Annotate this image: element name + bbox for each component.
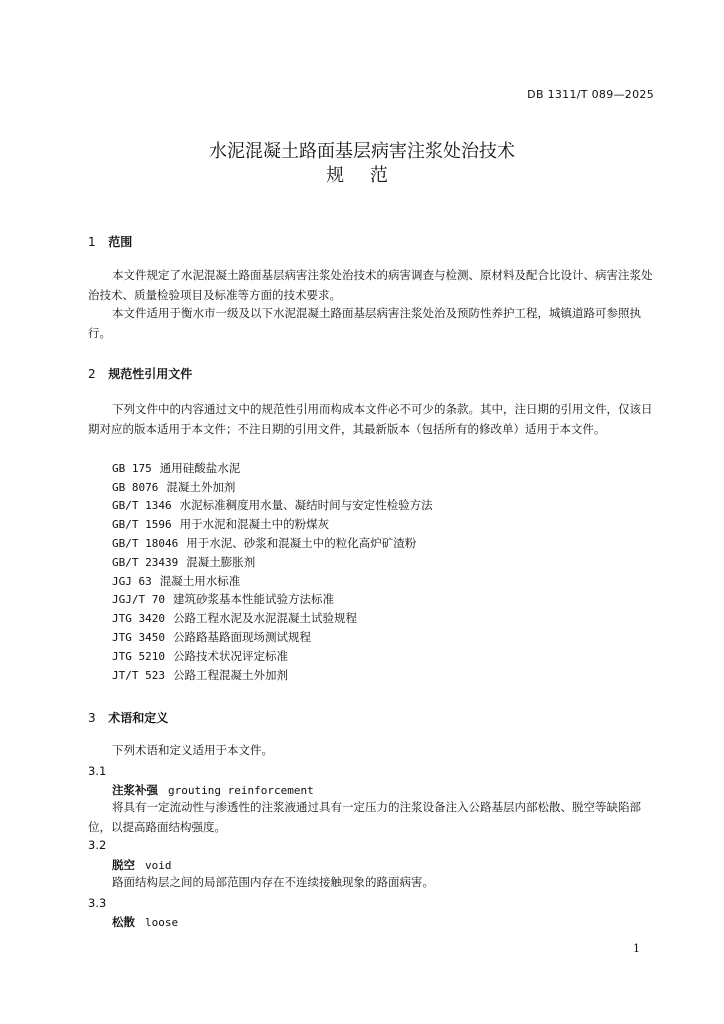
term-number: 3.2 [88,838,107,852]
term-number: 3.1 [88,764,107,778]
term-zh: 松散 [112,915,135,929]
section-number: 3 [88,711,96,725]
reference-item [112,667,288,683]
section-title: 术语和定义 [108,711,169,725]
reference-code: JTG 3420 [112,612,165,625]
reference-title: 公路工程混凝土外加剂 [172,668,288,682]
document-code: DB 1311/T 089—2025 [527,88,654,101]
reference-item [112,460,240,476]
reference-code: GB/T 1346 [112,499,172,512]
reference-title: 水泥标准稠度用水量、凝结时间与安定性检验方法 [179,498,433,512]
section-title: 规范性引用文件 [108,367,193,381]
term-zh: 注浆补强 [112,783,158,797]
section-number: 1 [88,235,96,249]
term-definition: 路面结构层之间的局部范围内存在不连续接触现象的路面病害。 [112,875,434,889]
reference-item [112,648,288,664]
reference-code: JT/T 523 [112,669,165,682]
section-3-paragraph-1: 下列术语和定义适用于本文件。 [112,743,273,757]
term-en: loose [145,916,179,929]
reference-item [112,516,329,532]
reference-code: JGJ/T 70 [112,593,165,606]
reference-title: 建筑砂浆基本性能试验方法标准 [172,592,334,606]
reference-item [112,497,433,513]
reference-code: GB 8076 [112,481,159,494]
reference-title: 公路工程水泥及水泥混凝土试验规程 [172,611,357,625]
term-en: void [145,859,172,872]
term-en: grouting reinforcement [168,784,314,797]
term-definition: 将具有一定流动性与渗透性的注浆液通过具有一定压力的注浆设备注入公路基层内部松散、脱空等缺陷部位，以提高路面结构强度。 [88,800,641,834]
reference-code: GB/T 1596 [112,518,172,531]
reference-title: 通用硅酸盐水泥 [159,461,241,475]
reference-code: JGJ 63 [112,575,152,588]
section-3-heading [88,709,168,726]
title-line-1: 水泥混凝土路面基层病害注浆处治技术 [209,141,515,162]
reference-title: 用于水泥、砂浆和混凝土中的粒化高炉矿渣粉 [186,536,417,550]
reference-title: 公路路基路面现场测试规程 [172,630,311,644]
reference-title: 公路技术状况评定标准 [172,649,288,663]
reference-title: 混凝土膨胀剂 [186,555,256,569]
reference-code: JTG 5210 [112,650,165,663]
reference-item [112,554,255,570]
reference-item [112,610,357,626]
reference-title: 用于水泥和混凝土中的粉煤灰 [179,517,330,531]
reference-code: GB/T 18046 [112,537,179,550]
section-2-paragraph-1: 下列文件中的内容通过文中的规范性引用而构成本文件必不可少的条款。其中，注日期的引用文件，仅该日期对应的版本适用于本文件；不注日期的引用文件，其最新版本（包括所有的修改单）适用于本文件。 [88,402,653,436]
reference-code: GB/T 23439 [112,556,179,569]
reference-item [112,591,334,607]
term-zh: 脱空 [112,858,135,872]
reference-item [112,479,235,495]
section-1-paragraph-1: 本文件规定了水泥混凝土路面基层病害注浆处治技术的病害调查与检测、原材料及配合比设计、病害注浆处治技术、质量检验项目及标准等方面的技术要求。 [88,268,653,302]
term-title [112,914,178,930]
section-1-paragraph-2: 本文件适用于衡水市一级及以下水泥混凝土路面基层病害注浆处治及预防性养护工程，城镇道路可参照执行。 [88,306,641,340]
reference-title: 混凝土外加剂 [166,480,236,494]
section-1-heading [88,233,132,250]
reference-item [112,629,311,645]
term-number: 3.3 [88,896,107,910]
reference-title: 混凝土用水标准 [159,574,241,588]
section-number: 2 [88,367,96,381]
term-title [112,782,314,798]
page-number: 1 [633,942,640,955]
reference-item [112,535,416,551]
document-title [0,140,724,188]
reference-code: JTG 3450 [112,631,165,644]
title-line-2: 规 范 [326,165,398,186]
section-2-heading [88,365,192,382]
reference-item [112,573,240,589]
reference-code: GB 175 [112,462,152,475]
term-title [112,857,172,873]
section-title: 范围 [108,235,133,249]
